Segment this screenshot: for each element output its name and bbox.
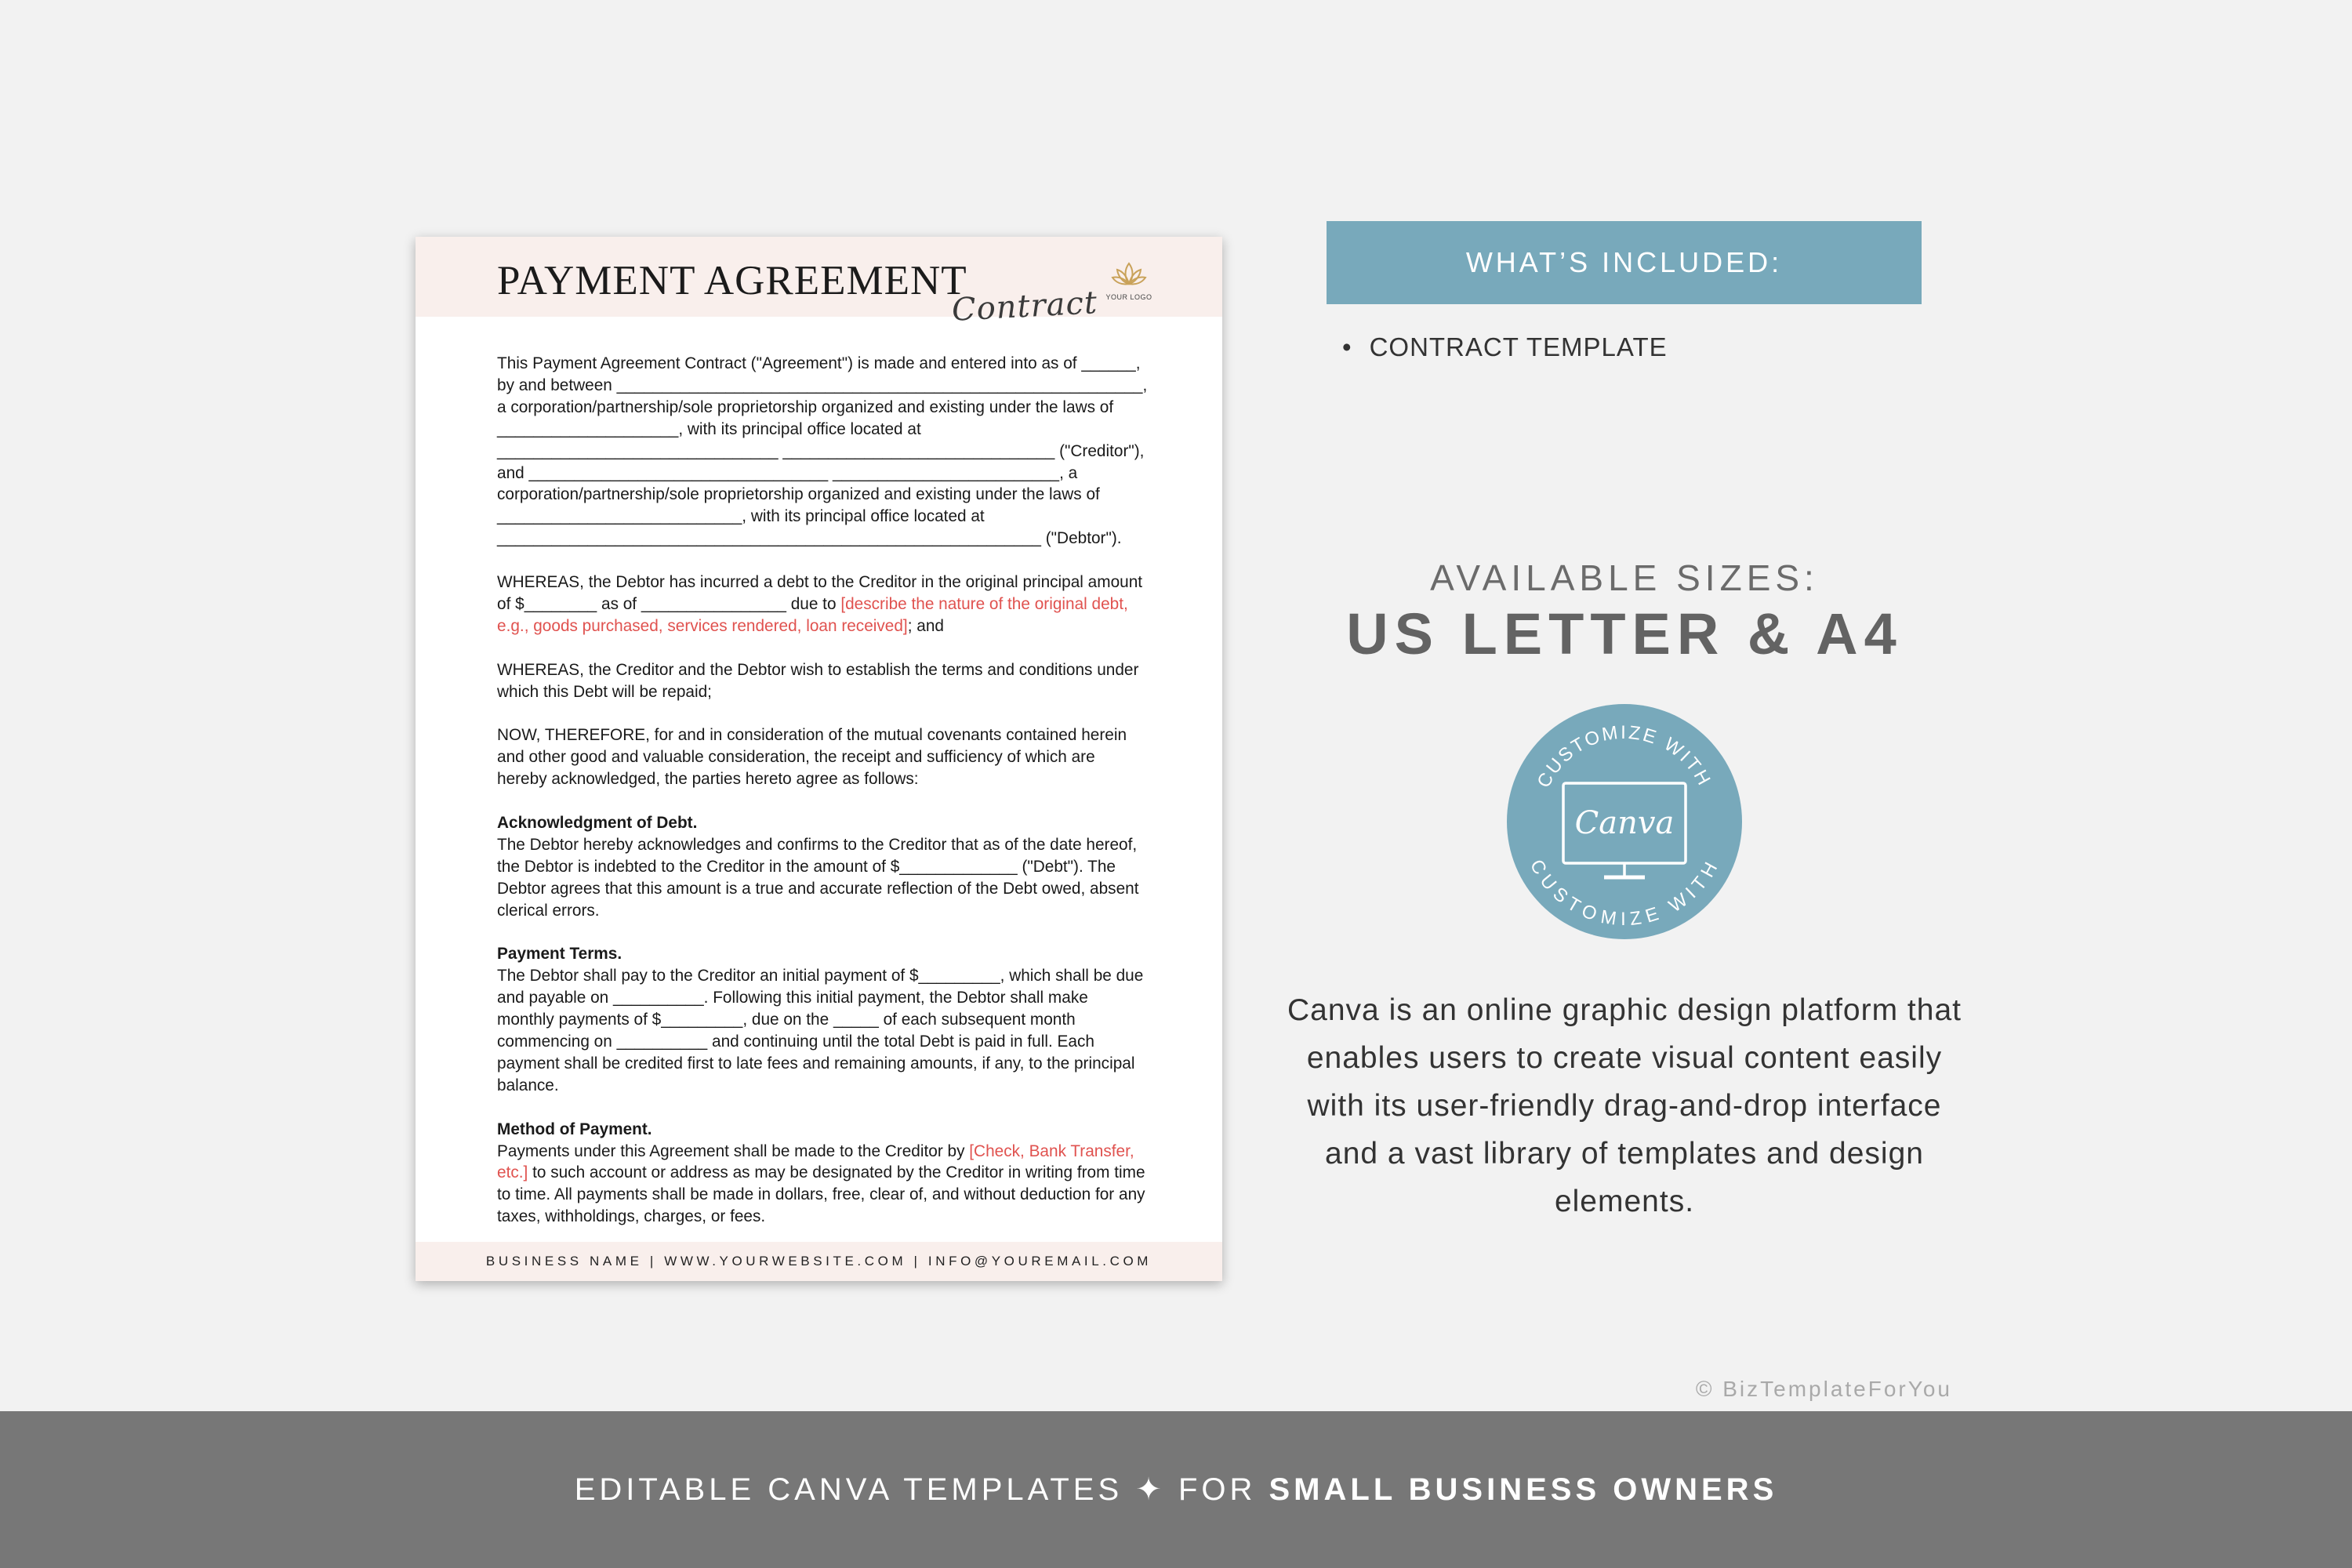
badge-canva-text: Canva [1574,805,1675,841]
whats-included-banner: WHAT’S INCLUDED: [1327,221,1922,304]
section-payment-terms [497,943,1148,1096]
included-item: • CONTRACT TEMPLATE [1342,328,1668,367]
method-heading: Method of Payment. [497,1120,652,1138]
copyright: © BizTemplateForYou [1695,1377,1952,1401]
star-icon: ✦ [1135,1472,1166,1507]
tagline-bold: SMALL BUSINESS OWNERS [1269,1472,1778,1507]
paragraph-intro: This Payment Agreement Contract ("Agreement") is made and entered into as of ______, by and between __________________________________________________________, a corporation/partnership/sole proprietorship organized and existing under the laws of ____________________, with its principal office located at _______________________________ ______________________________ ("Creditor"), and _________________________________ _________________________, a corporation/partnership/sole proprietorship organized and existing under the laws of ___________________________, with its principal office located at ____________________________________________________________ ("Debtor"). [497,354,1148,548]
logo-text: YOUR LOGO [1105,293,1152,301]
available-sizes-label: AVAILABLE SIZES: [1430,557,1819,598]
bottom-tagline-band [0,1411,2352,1568]
tagline-middle: FOR [1178,1472,1257,1507]
whereas-1-text: WHEREAS, the Debtor has incurred a debt to the Creditor in the original principal amount of $________ as of ________________ due to [497,573,1143,613]
tagline-left: EDITABLE CANVA TEMPLATES [574,1472,1123,1507]
paragraph-whereas-1 [497,572,1148,637]
document-header [416,237,1222,328]
payment-terms-heading: Payment Terms. [497,945,622,964]
available-sizes-value: US LETTER & A4 [1346,601,1903,666]
document-subtitle: Contract [950,285,1099,328]
lotus-icon [1111,260,1147,292]
canva-description: Canva is an online graphic design platform that enables users to create visual content easily with its user-friendly drag-and-drop interface and a vast library of templates and design elements. [1287,993,1962,1218]
acknowledgment-body: The Debtor hereby acknowledges and confirms to the Creditor that as of the date hereof, the Debtor is indebted to the Creditor in the amount of $_____________ ("Debt"). The Debtor agrees that this amount is a true and accurate reflection of the Debt owed, absent clerical errors. [497,835,1139,920]
paragraph-whereas-2: WHEREAS, the Creditor and the Debtor wish to establish the terms and conditions under which this Debt will be repaid; [497,660,1139,701]
document-footer: BUSINESS NAME | WWW.YOURWEBSITE.COM | INFO@YOUREMAIL.COM [416,1242,1222,1281]
customize-with-canva-badge [1507,704,1742,939]
document-body [497,353,1148,1250]
whereas-1-highlight: [describe the nature of the original debt, e.g., goods purchased, services rendered, loan received] [497,594,1128,635]
method-body-end: to such account or address as may be designated by the Creditor in writing from time to time. All payments shall be made in dollars, free, clear of, and without deduction for any taxes, withholdings, charges, or fees. [497,1163,1145,1226]
section-method-of-payment [497,1119,1148,1229]
badge-ring-text-top: CUSTOMIZE WITH [1533,721,1716,792]
included-list [1342,328,1668,367]
paragraph-now-therefore: NOW, THEREFORE, for and in consideration of the mutual covenants contained herein and other good and valuable consideration, the receipt and sufficiency of which are hereby acknowledged, the parties hereto agree as follows: [497,726,1127,789]
document-preview [416,237,1222,1281]
payment-terms-body: The Debtor shall pay to the Creditor an initial payment of $_________, which shall be due and payable on __________. Following this initial payment, the Debtor shall make monthly payments of $_________, due on the _____ of each subsequent month commencing on __________ and continuing until the total Debt is paid in full. Each payment shall be credited first to late fees and remaining amounts, if any, to the principal balance. [497,967,1144,1094]
method-highlight: [Check, Bank Transfer, etc.] [497,1142,1134,1182]
logo [1098,260,1160,307]
document-title: PAYMENT AGREEMENT [497,258,967,303]
method-body: Payments under this Agreement shall be made to the Creditor by [497,1142,970,1160]
acknowledgment-heading: Acknowledgment of Debt. [497,813,698,832]
section-acknowledgment [497,812,1148,922]
whereas-1-end: ; and [907,616,944,635]
badge-ring-text-bottom: CUSTOMIZE WITH [1525,855,1724,931]
